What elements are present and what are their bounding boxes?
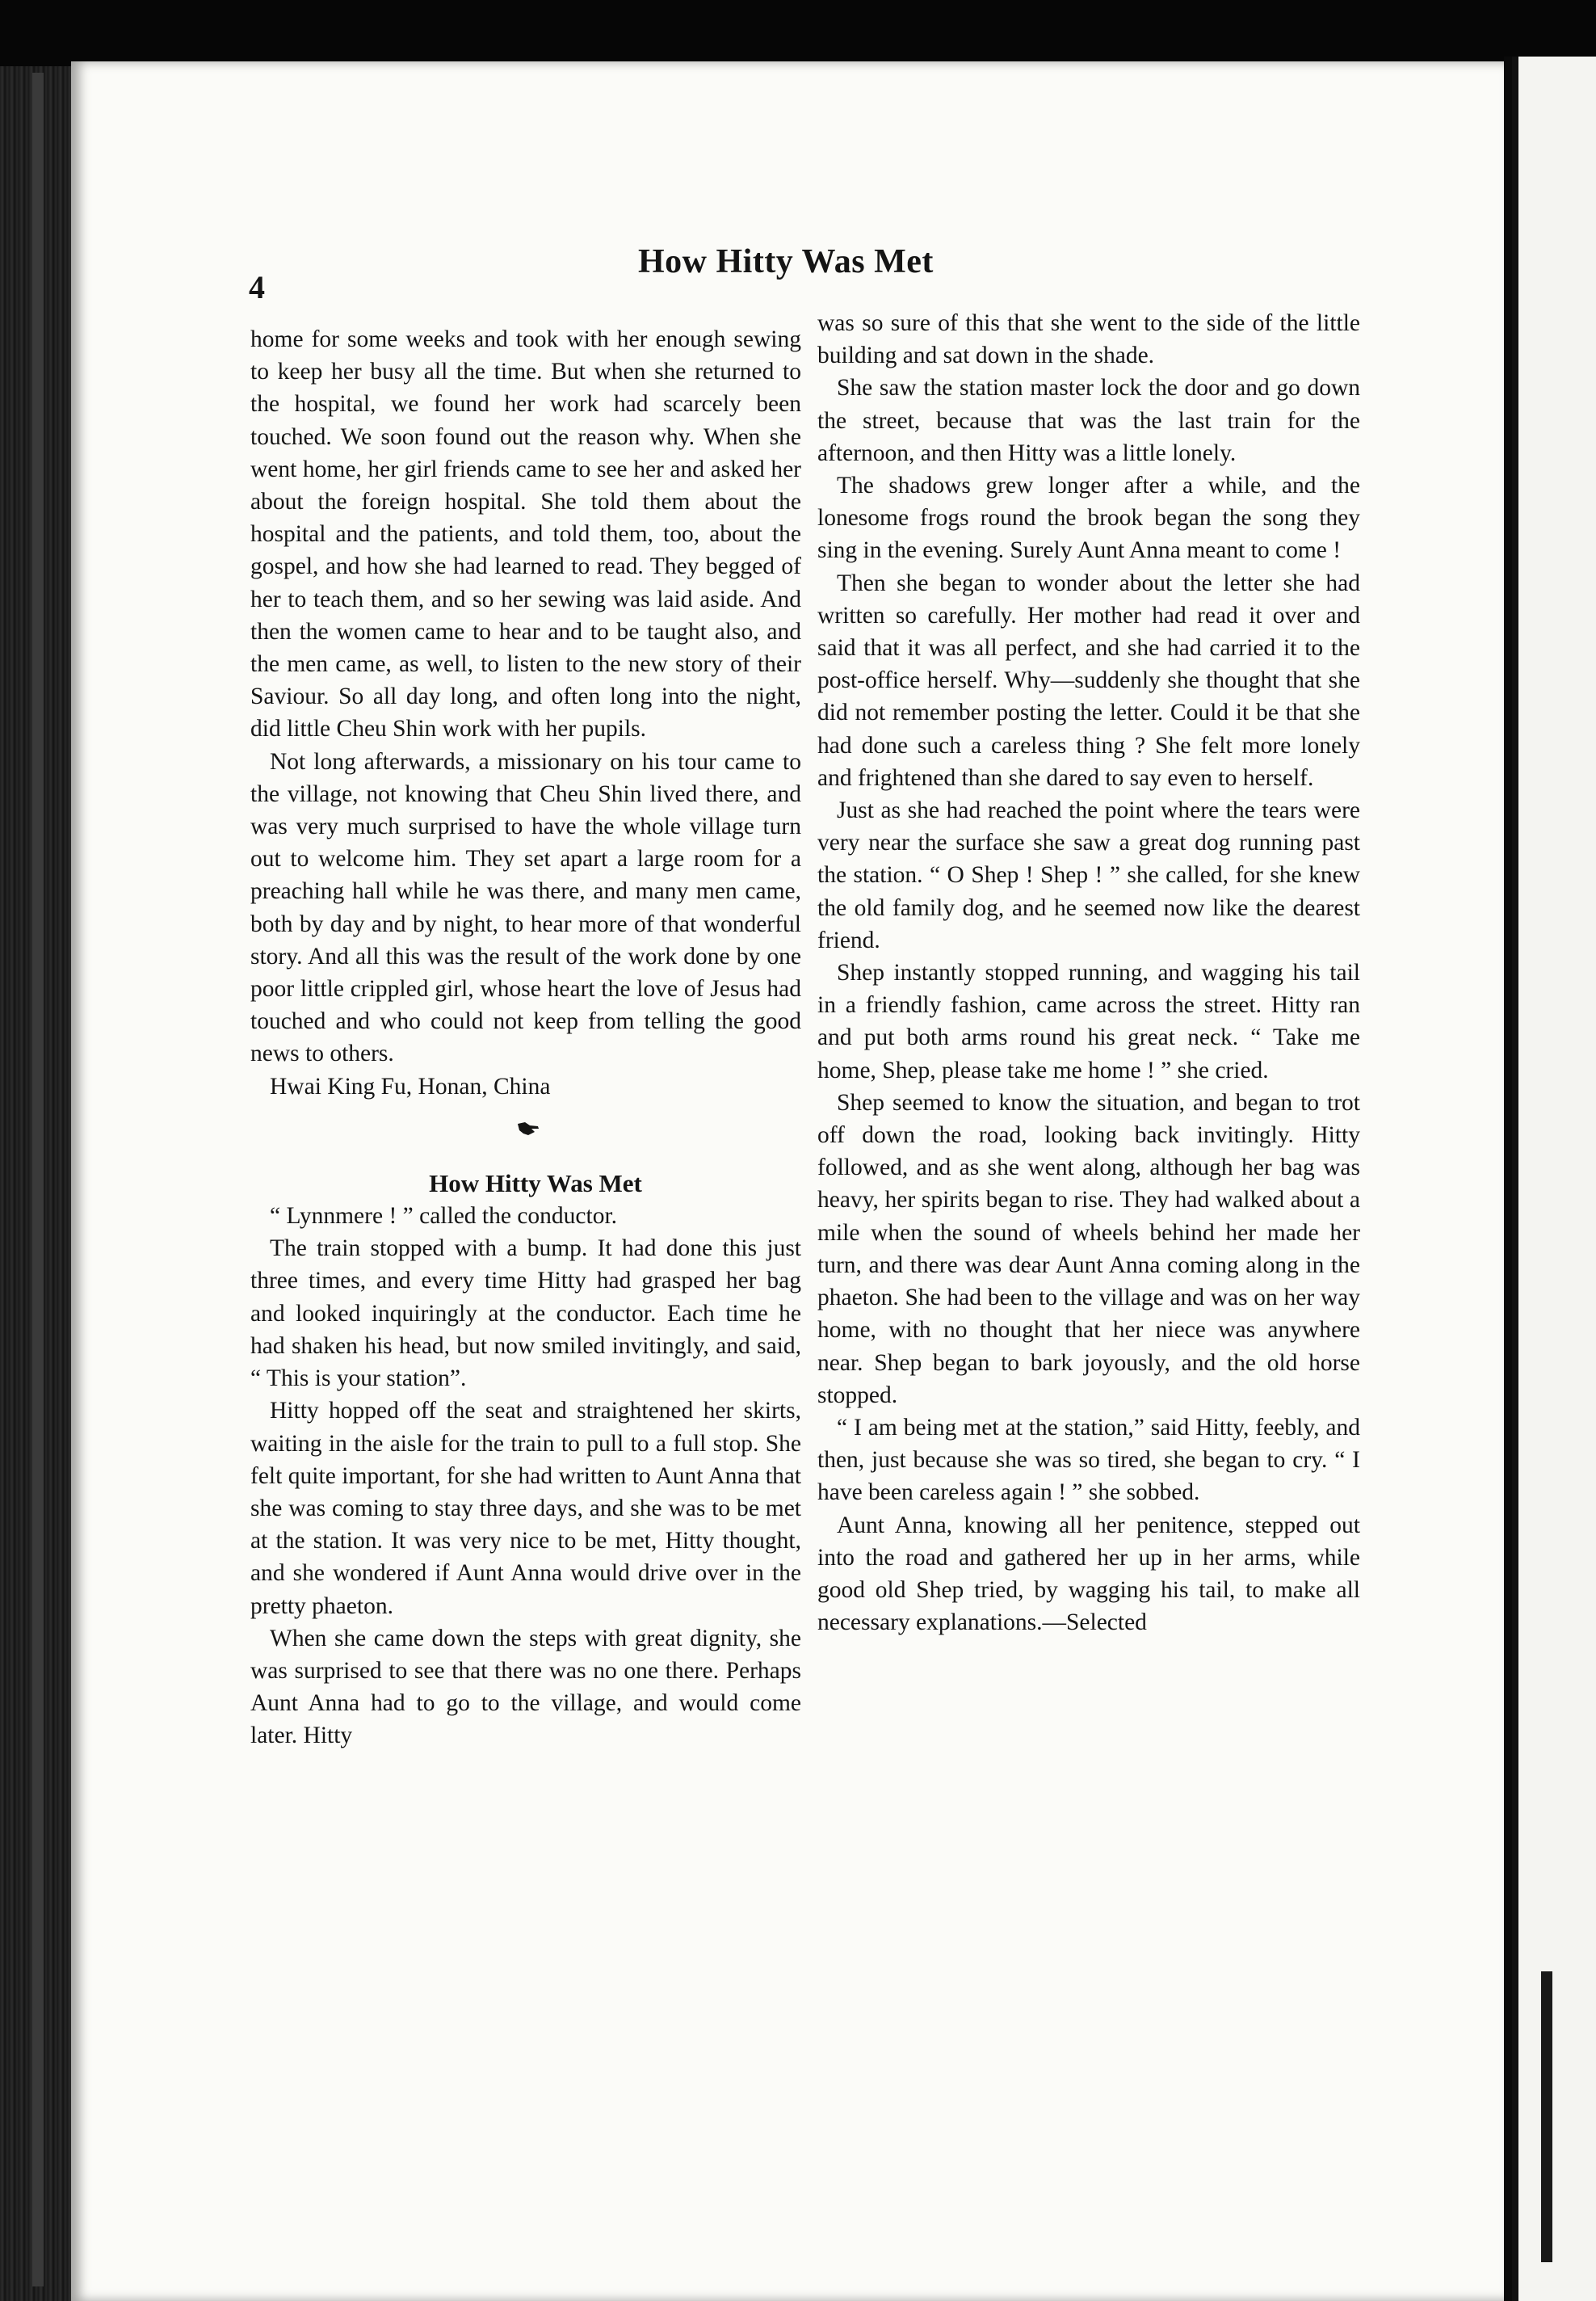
page-number: 4 bbox=[249, 269, 265, 305]
hand-pointer-ornament-icon bbox=[517, 1119, 540, 1137]
story-paragraph: She saw the station master lock the door and go down the street, because that was the last train for the afternoon, and then Hitty was a little lonely. bbox=[817, 375, 1360, 466]
right-column bbox=[817, 307, 1360, 1638]
section-title: How Hitty Was Met bbox=[429, 1168, 642, 1197]
story-paragraph: “ Lynnmere ! ” called the conductor. bbox=[270, 1203, 618, 1230]
facing-page-gutter bbox=[1541, 1971, 1552, 2262]
scan-top-border bbox=[0, 0, 1596, 66]
story-paragraph: The train stopped with a bump. It had done this just three times, and every time Hitty had grasped her bag and looked inquiringly at the conductor. Each time he had shaken his head, but now smiled invitingly, and said, “ This is your station”. bbox=[250, 1235, 801, 1392]
section-ornament bbox=[250, 1111, 801, 1156]
story-paragraph: “ I am being met at the station,” said Hitty, feebly, and then, just because she was so tired, she began to cry. “ I have been careless again ! ” she sobbed. bbox=[817, 1414, 1360, 1506]
story-paragraph: Then she began to wonder about the letter she had written so carefully. Her mother had read it over and said that it was all perfect, and she had carried it to the post-office herself. Why—suddenly she thought that she did not remember posting the letter. Could it be that she had done such a careless thing ? She felt more lonely and frightened than she dared to say even to herself. bbox=[817, 570, 1360, 791]
facing-page-edge bbox=[1512, 57, 1596, 2301]
story-paragraph: Shep seemed to know the situation, and began to trot off down the road, looking back invitingly. Hitty followed, and as she went along, although her bag was heavy, her spirits began to rise. They had walked about a mile when the sound of wheels behind her made her turn, and there was dear Aunt Anna coming along in the phaeton. She had been to the village and was on her way home, with no thought that her niece was anywhere near. Shep began to bark joyously, and the old horse stopped. bbox=[817, 1089, 1360, 1408]
running-head: How Hitty Was Met bbox=[638, 243, 934, 280]
story-paragraph: Shep instantly stopped running, and wagging his tail in a friendly fashion, came across the street. Hitty ran and put both arms round his great neck. “ Take me home, Shep, please take me home ! ” she cried. bbox=[817, 960, 1360, 1083]
story-paragraph: The shadows grew longer after a while, and the lonesome frogs round the brook began the song they sing in the evening. Surely Aunt Anna meant to come ! bbox=[817, 473, 1360, 564]
story-paragraph: Just as she had reached the point where the tears were very near the surface she saw a great dog running past the station. “ O Shep ! Shep ! ” she called, for she knew the old family dog, and he seemed now like the dearest friend. bbox=[817, 797, 1360, 953]
story-paragraph: Hitty hopped off the seat and straightened her skirts, waiting in the aisle for the train to pull to a full stop. She felt quite important, for she had written to Aunt Anna that she was coming to stay three days, and she was to be met at the station. It was very nice to be met, Hitty thought, and she wondered if Aunt Anna would drive over in the pretty phaeton. bbox=[250, 1398, 801, 1619]
story-paragraph: home for some weeks and took with her enough sewing to keep her busy all the time. But when she returned to the hospital, we found her work had scarcely been touched. We soon found out the reason why. When she went home, her girl friends came to see her and asked her about the foreign hospital. She told them about the hospital and the patients, and told them, too, about the gospel, and how she had learned to read. They begged of her to teach them, and so her sewing was laid aside. And then the women came to hear and to be taught also, and the men came, as well, to listen to the new story of their Saviour. So all day long, and often long into the night, did little Cheu Shin work with her pupils. bbox=[250, 326, 801, 742]
story-paragraph: Not long afterwards, a missionary on his tour came to the village, not knowing that Cheu Shin lived there, and was very much surprised to have the whole village turn out to welcome him. They set apart a large room for a preaching hall while he was there, and many men came, both by day and by night, to hear more of that wonderful story. And all this was the result of the work done by one poor little crippled girl, whose heart the love of Jesus had touched and who could not keep from telling the good news to others. bbox=[250, 748, 801, 1067]
left-column bbox=[250, 323, 801, 1752]
story-paragraph: was so sure of this that she went to the side of the little building and sat down in the shade. bbox=[817, 310, 1360, 369]
story-paragraph: Aunt Anna, knowing all her penitence, stepped out into the road and gathered her up in her arms, while good old Shep tried, by wagging his tail, to make all necessary explanations.—Selected bbox=[817, 1512, 1360, 1636]
book-page-edges bbox=[32, 73, 44, 2286]
story-paragraph: When she came down the steps with great dignity, she was surprised to see that there was no one there. Perhaps Aunt Anna had to go to the village, and would come later. Hitty bbox=[250, 1625, 801, 1749]
dateline-place: Hwai King Fu, Honan, China bbox=[270, 1073, 551, 1100]
